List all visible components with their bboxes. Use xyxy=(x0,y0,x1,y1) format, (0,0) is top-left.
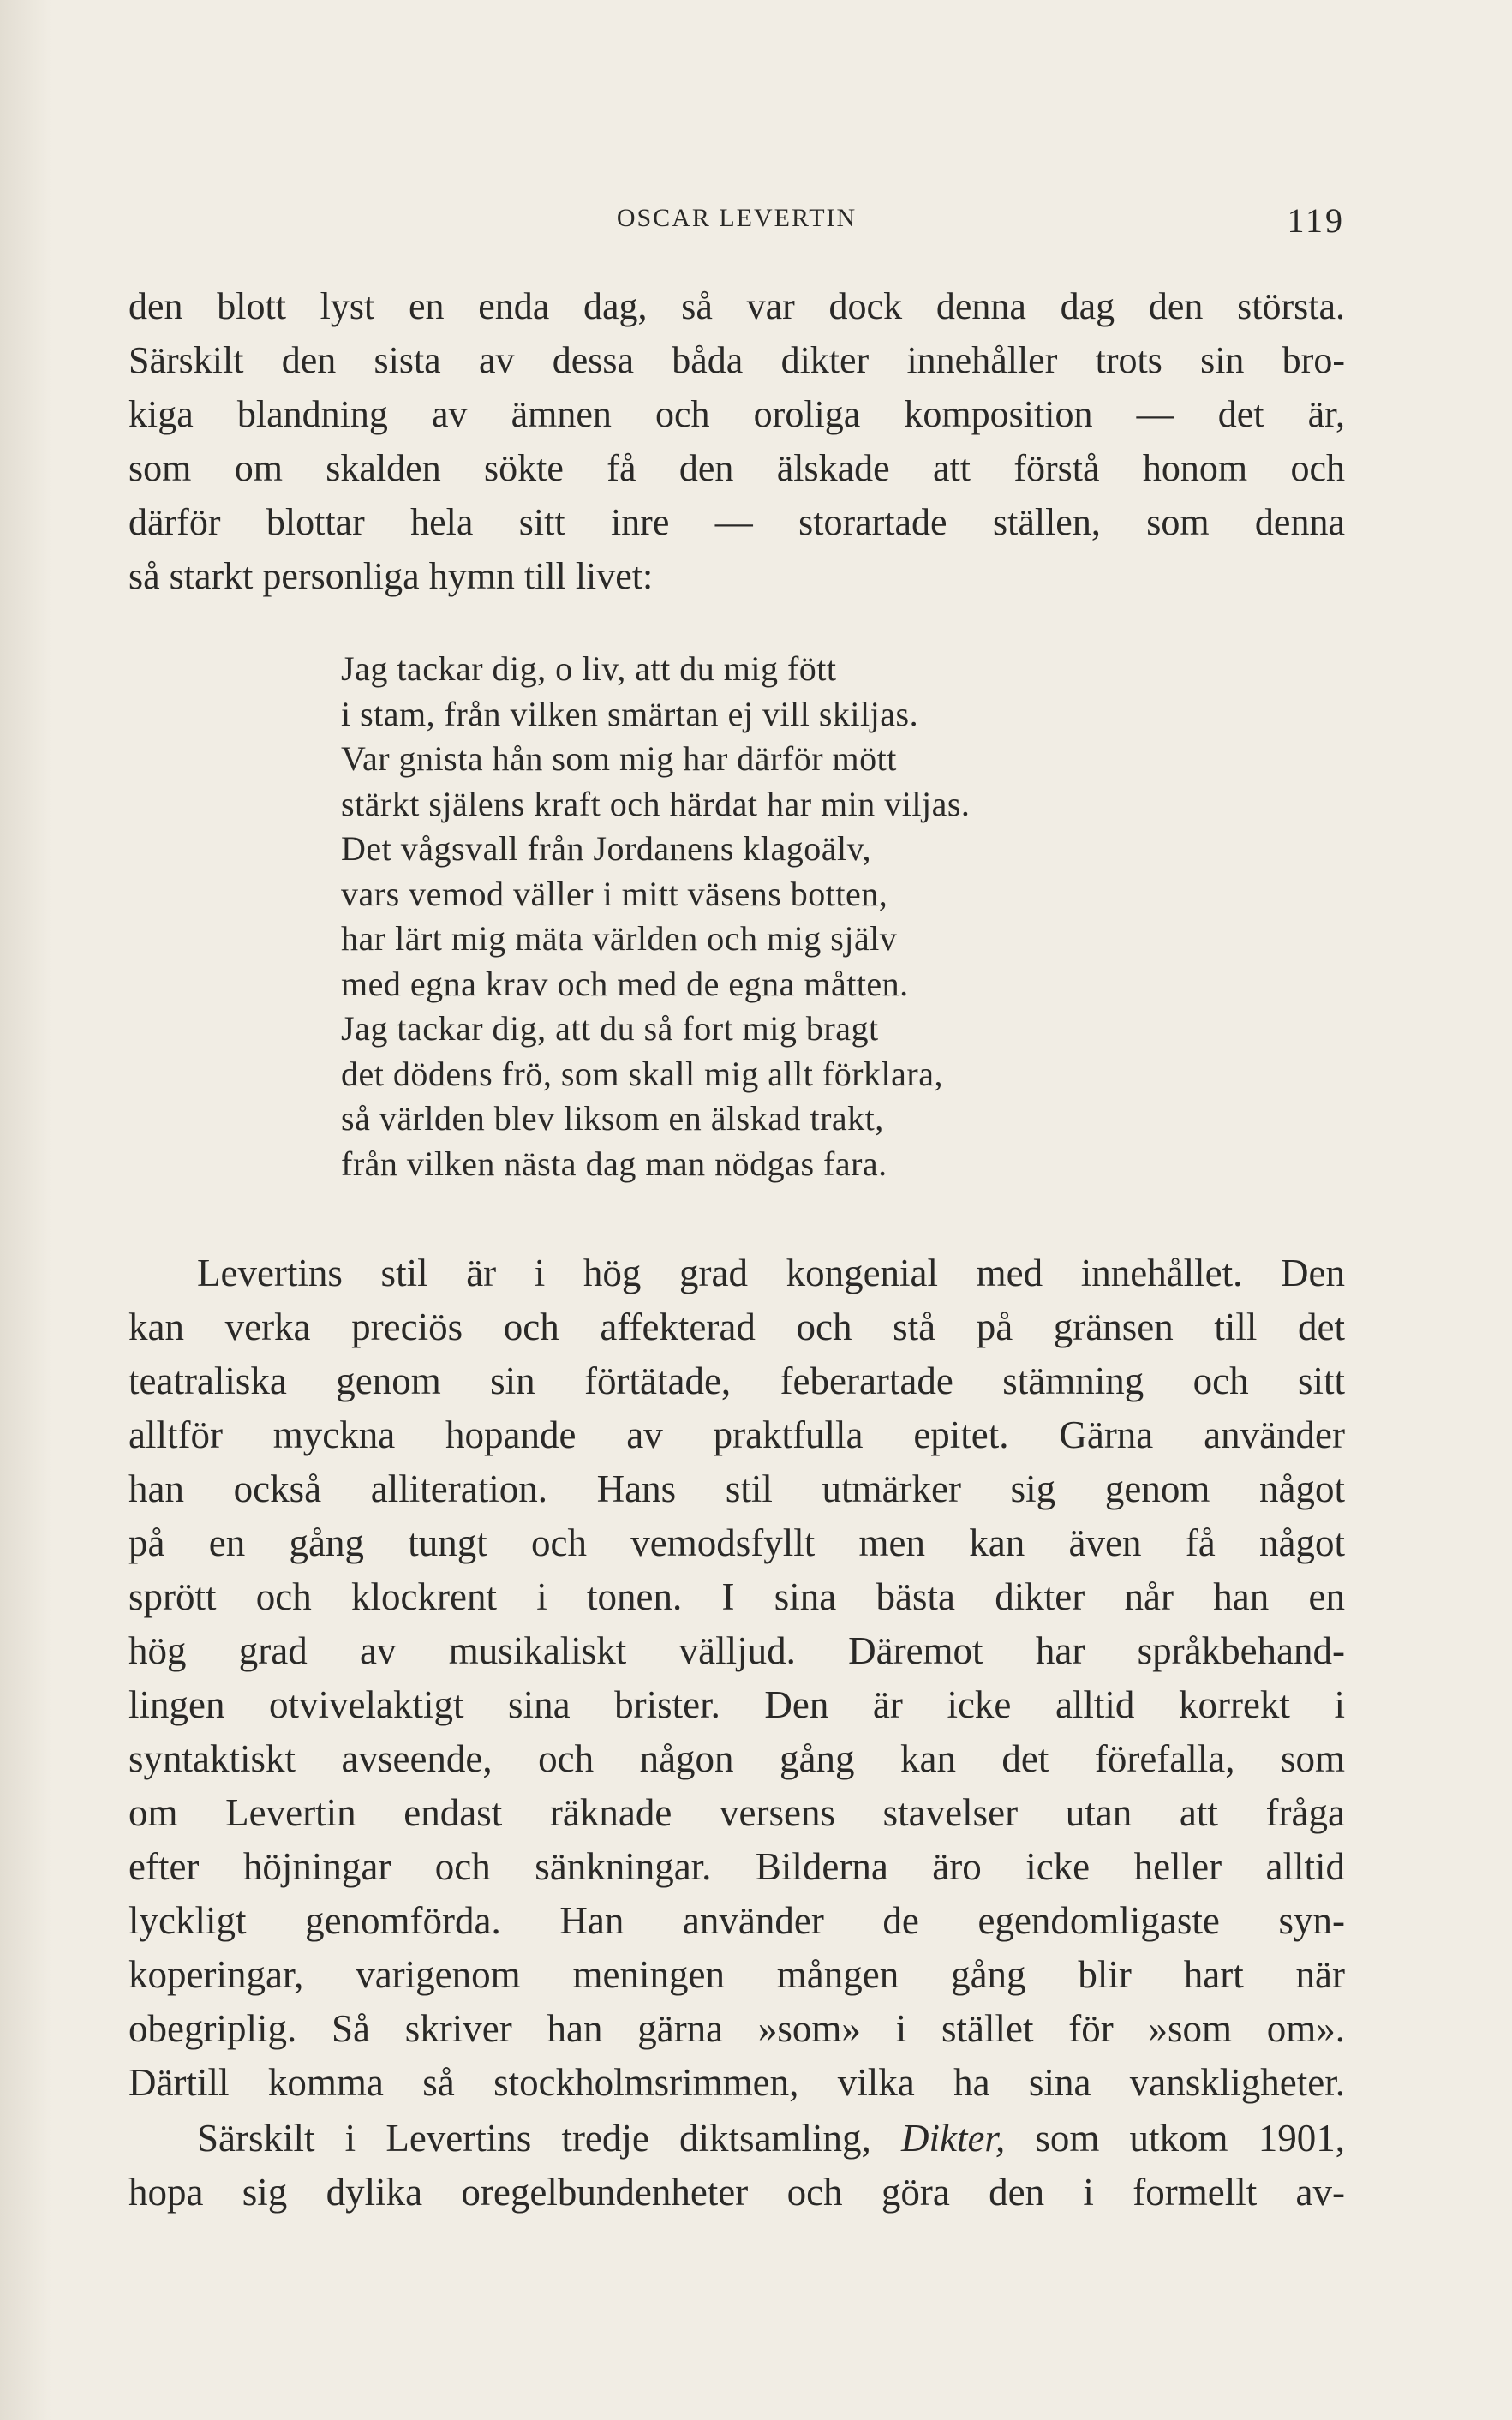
poem-line: så världen blev liksom en älskad trakt, xyxy=(341,1099,884,1138)
poem-line: det dödens frö, som skall mig allt förklara, xyxy=(341,1054,943,1093)
text-line: Levertins stil är i hög grad kongenial med innehållet. Den xyxy=(197,1252,1345,1294)
text-line: lyckligt genomförda. Han använder de egendomligaste syn- xyxy=(128,1899,1345,1942)
text-line: kan verka preciös och affekterad och stå på gränsen till det xyxy=(128,1306,1345,1348)
running-head xyxy=(128,201,1345,240)
text-line: obegriplig. Så skriver han gärna »som» i stället för »som om». xyxy=(128,2007,1345,2050)
poem-line: från vilken nästa dag man nödgas fara. xyxy=(341,1144,887,1183)
page-edge-shadow xyxy=(0,0,51,2420)
poem-line: har lärt mig mäta världen och mig själv xyxy=(341,919,898,958)
text-line: om Levertin endast räknade versens stavelser utan att fråga xyxy=(128,1791,1345,1834)
text-line: alltför myckna hopande av praktfulla epitet. Gärna använder xyxy=(128,1413,1345,1456)
poem-line: Var gnista hån som mig har därför mött xyxy=(341,739,897,778)
text-line: hopa sig dylika oregelbundenheter och göra den i formellt av- xyxy=(128,2171,1345,2214)
text-line: därför blottar hela sitt inre — storartade ställen, som denna xyxy=(128,501,1345,543)
poem-line: Jag tackar dig, att du så fort mig bragt xyxy=(341,1009,879,1048)
text-run: Särskilt i Levertins tredje diktsamling, xyxy=(197,2117,901,2160)
paragraph-3 xyxy=(128,2112,1345,2220)
paragraph-2 xyxy=(128,1246,1345,2110)
poem-line: med egna krav och med de egna måtten. xyxy=(341,964,909,1003)
page-number: 119 xyxy=(1287,201,1345,240)
text-line: efter höjningar och sänkningar. Bilderna äro icke heller alltid xyxy=(128,1845,1345,1888)
text-line: den blott lyst en enda dag, så var dock denna dag den största. xyxy=(128,285,1345,327)
poem-line: i stam, från vilken smärtan ej vill skiljas. xyxy=(341,694,919,733)
text-line: teatraliska genom sin förtätade, feberartade stämning och sitt xyxy=(128,1359,1345,1402)
text-line: som om skalden sökte få den älskade att förstå honom och xyxy=(128,447,1345,489)
text-line: sprött och klockrent i tonen. I sina bästa dikter når han en xyxy=(128,1575,1345,1618)
paragraph-1 xyxy=(128,279,1345,603)
text-run: som utkom 1901, xyxy=(1005,2117,1345,2160)
book-title: Dikter, xyxy=(900,2117,1006,2160)
poem-line: vars vemod väller i mitt väsens botten, xyxy=(341,874,888,913)
text-line: syntaktiskt avseende, och någon gång kan det förefalla, som xyxy=(128,1737,1345,1780)
running-title: OSCAR LEVERTIN xyxy=(616,204,858,232)
text-line: Därtill komma så stockholmsrimmen, vilka ha sina vanskligheter. xyxy=(128,2061,1345,2104)
poem-line: Det vågsvall från Jordanens klagoälv, xyxy=(341,829,872,868)
poem-line: stärkt själens kraft och härdat har min viljas. xyxy=(341,784,971,823)
text-line: hög grad av musikaliskt välljud. Däremot har språkbehand- xyxy=(128,1629,1345,1672)
text-line: så starkt personliga hymn till livet: xyxy=(128,555,654,597)
text-line: koperingar, varigenom meningen mången gång blir hart när xyxy=(128,1953,1345,1996)
text-line: han också alliteration. Hans stil utmärker sig genom något xyxy=(128,1467,1345,1510)
poem-line: Jag tackar dig, o liv, att du mig fött xyxy=(341,649,837,688)
poem-quotation xyxy=(341,647,970,1186)
text-line xyxy=(128,2112,1345,2166)
text-line: Särskilt den sista av dessa båda dikter innehåller trots sin bro- xyxy=(128,339,1345,381)
text-line: kiga blandning av ämnen och oroliga komposition — det är, xyxy=(128,393,1345,435)
text-line: på en gång tungt och vemodsfyllt men kan även få något xyxy=(128,1521,1345,1564)
text-line: lingen otvivelaktigt sina brister. Den är icke alltid korrekt i xyxy=(128,1683,1345,1726)
